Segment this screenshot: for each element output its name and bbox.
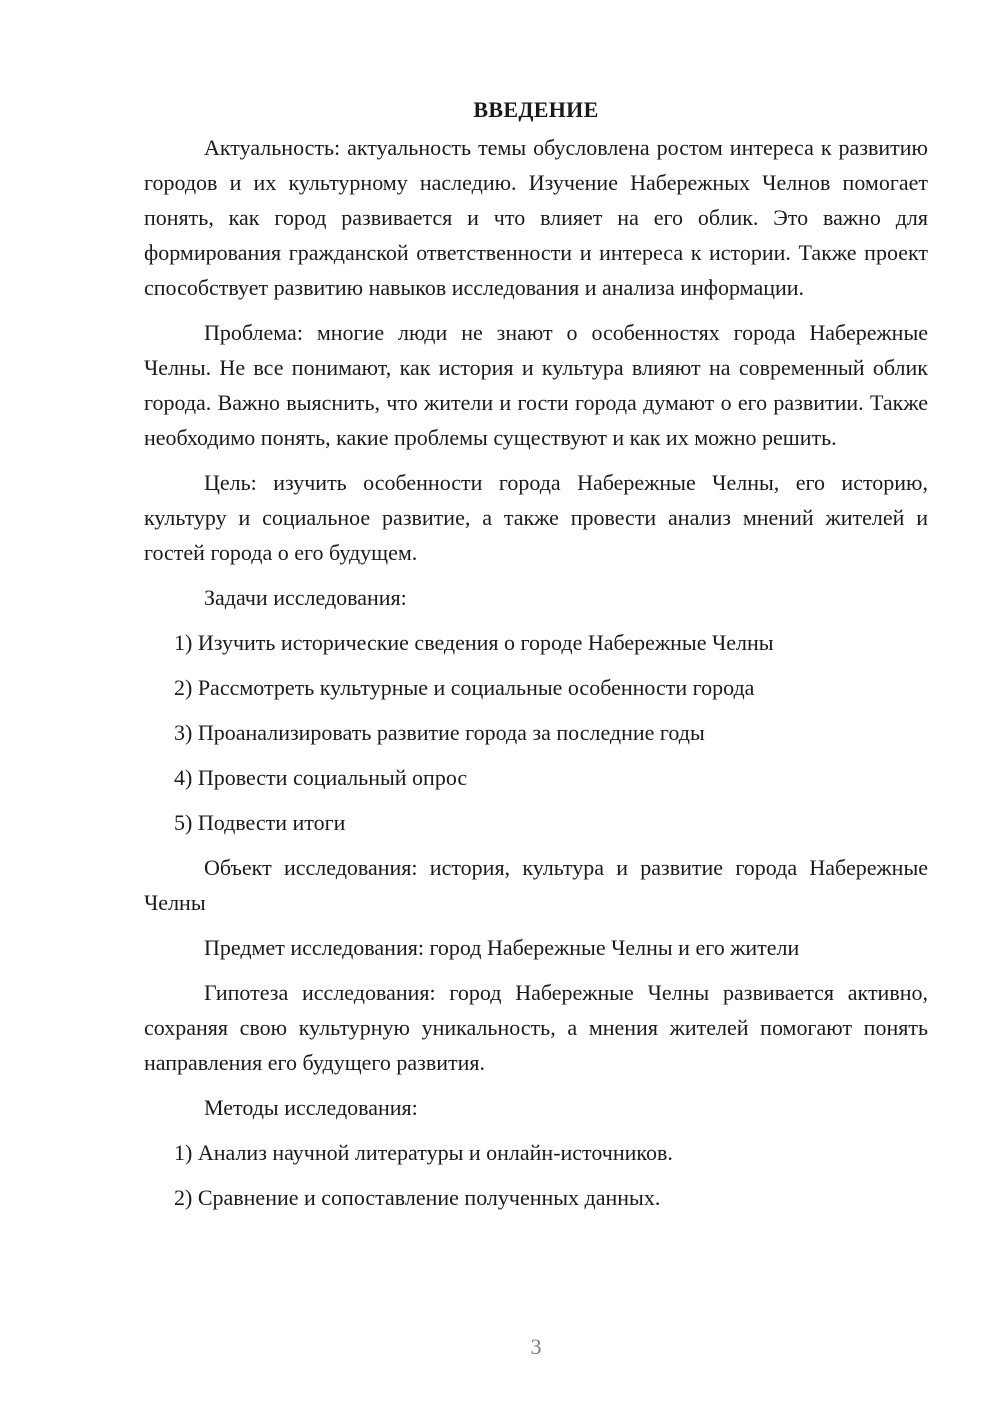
object-paragraph: Объект исследования: история, культура и развитие города Набережные Челны bbox=[144, 855, 928, 915]
relevance-paragraph: Актуальность: актуальность темы обусловлена ростом интереса к развитию городов и их культурному наследию. Изучение Набережных Челнов помогает понять, как город развивается и что влияет на его облик. Это важно для формирования гражданской ответственности и интереса к истории. Также проект способствует развитию навыков исследования и анализа информации. bbox=[144, 135, 928, 300]
section-title: ВВЕДЕНИЕ bbox=[473, 97, 599, 122]
method-item: 2) Сравнение и сопоставление полученных данных. bbox=[174, 1185, 661, 1210]
task-item: 4) Провести социальный опрос bbox=[174, 765, 468, 790]
methods-label: Методы исследования: bbox=[204, 1095, 418, 1120]
task-item: 2) Рассмотреть культурные и социальные особенности города bbox=[174, 675, 755, 700]
page-number: 3 bbox=[530, 1334, 542, 1359]
task-item: 1) Изучить исторические сведения о городе Набережные Челны bbox=[174, 630, 774, 655]
task-item: 3) Проанализировать развитие города за последние годы bbox=[174, 720, 705, 745]
task-item: 5) Подвести итоги bbox=[174, 810, 346, 835]
subject-paragraph: Предмет исследования: город Набережные Челны и его жители bbox=[204, 935, 800, 960]
hypothesis-paragraph: Гипотеза исследования: город Набережные Челны развивается активно, сохраняя свою культурную уникальность, а мнения жителей помогают понять направления его будущего развития. bbox=[144, 980, 928, 1075]
goal-paragraph: Цель: изучить особенности города Набережные Челны, его историю, культуру и социальное развитие, а также провести анализ мнений жителей и гостей города о его будущем. bbox=[144, 470, 928, 565]
document-page bbox=[144, 92, 928, 1225]
method-item: 1) Анализ научной литературы и онлайн-источников. bbox=[174, 1140, 673, 1165]
problem-paragraph: Проблема: многие люди не знают о особенностях города Набережные Челны. Не все понимают, как история и культура влияют на современный облик города. Важно выяснить, что жители и гости города думают о его развитии. Также необходимо понять, какие проблемы существуют и как их можно решить. bbox=[144, 320, 928, 450]
tasks-label: Задачи исследования: bbox=[204, 585, 407, 610]
